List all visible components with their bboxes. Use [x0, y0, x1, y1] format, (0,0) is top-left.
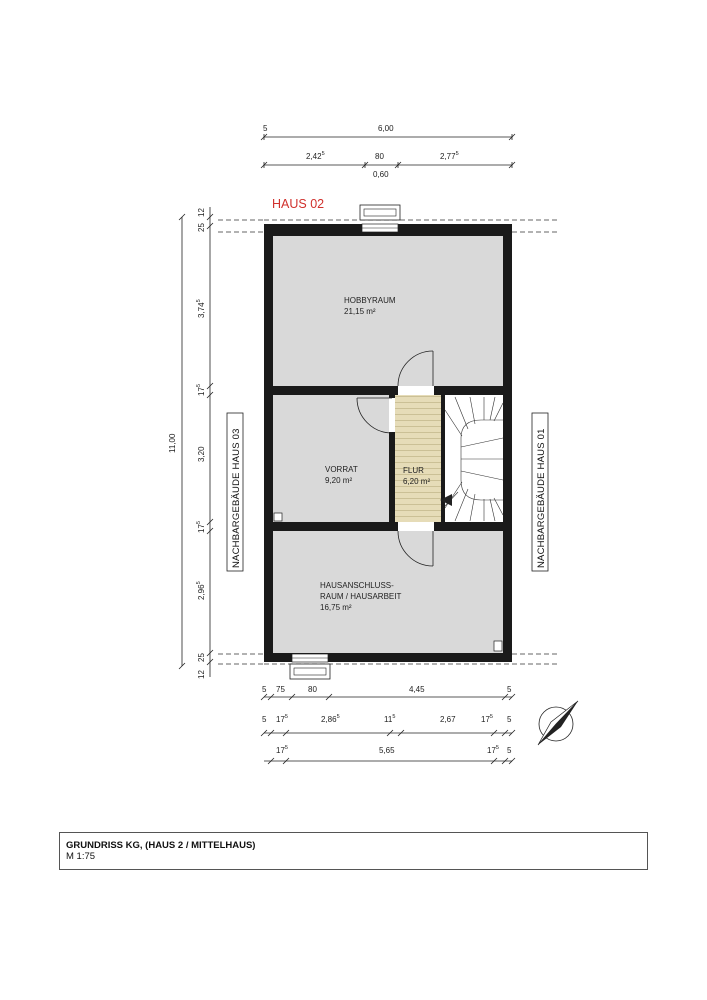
dim-bottom1-a: 5 [262, 685, 267, 694]
room-label-hausanschluss-2: RAUM / HAUSARBEIT [320, 592, 402, 601]
plan-title: GRUNDRISS KG, (HAUS 2 / MITTELHAUS) [66, 840, 256, 851]
dim-left-d6: $17^5$ [196, 521, 206, 533]
window-bottom [290, 654, 330, 679]
dim-bottom3-c: $17^5$ [487, 745, 499, 755]
dim-bottom1-b: 75 [276, 685, 285, 694]
dim-bottom2-a: 5 [262, 715, 267, 724]
dim-top-left-5: 5 [263, 124, 268, 133]
dim-left-overall: 11,00 [168, 433, 177, 453]
neighbor-right-label-box [532, 413, 548, 571]
dim-bottom3-d: 5 [507, 746, 512, 755]
neighbor-left-label: NACHBARGEBÄUDE HAUS 03 [231, 428, 242, 568]
dim-top-overall: 6,00 [378, 124, 394, 133]
dim-bottom3-a: $17^5$ [276, 745, 288, 755]
room-label-hausanschluss-1: HAUSANSCHLUSS- [320, 581, 394, 590]
dim-bottom2-e: 2,67 [440, 715, 456, 724]
neighbor-right-label: NACHBARGEBÄUDE HAUS 01 [536, 428, 547, 568]
dim-bottom1-c: 80 [308, 685, 317, 694]
dim-left-d7: 2,96$^5$ [196, 581, 206, 600]
north-arrow-icon [538, 701, 578, 745]
dim-left-d5: 3,20 [197, 446, 206, 462]
room-vorrat [273, 395, 389, 522]
room-flur [395, 395, 441, 522]
left-dimensions [179, 207, 213, 677]
dim-bottom1-e: 5 [507, 685, 512, 694]
dim-bottom2-d: $11^5$ [384, 714, 396, 724]
dim-top-seg2: 80 [375, 152, 384, 161]
room-area-flur: 6,20 m² [403, 477, 431, 486]
room-area-hausanschluss: 16,75 m² [320, 603, 352, 612]
dim-left-d9: 12 [197, 670, 206, 679]
room-label-vorrat: VORRAT [325, 465, 358, 474]
dim-top-seg3: 2,77$^5$ [440, 151, 459, 161]
dim-bottom3-b: 5,65 [379, 746, 395, 755]
dim-top-below: 0,60 [373, 170, 389, 179]
house-label: HAUS 02 [272, 197, 325, 211]
dim-left-d1: 12 [197, 208, 206, 217]
dim-bottom2-b: $17^5$ [276, 714, 288, 724]
room-label-hobbyraum: HOBBYRAUM [344, 296, 396, 305]
room-stair [445, 395, 503, 522]
dim-left-d2: 25 [197, 223, 206, 232]
room-hobbyraum [273, 236, 503, 386]
title-block [59, 832, 648, 870]
dim-bottom1-d: 4,45 [409, 685, 425, 694]
dim-left-d3: 3,74$^5$ [196, 299, 206, 318]
dim-bottom2-f: $17^5$ [481, 714, 493, 724]
dim-bottom2-g: 5 [507, 715, 512, 724]
top-dimensions [261, 134, 515, 168]
window-top [360, 205, 400, 232]
room-label-flur: FLUR [403, 466, 424, 475]
dim-top-seg1: 2,42$^5$ [306, 151, 325, 161]
plan-scale: M 1:75 [66, 851, 96, 862]
dim-left-d8: 25 [197, 653, 206, 662]
neighbor-left-label-box [227, 413, 243, 571]
dim-bottom2-c: 2,86$^5$ [321, 714, 340, 724]
room-area-vorrat: 9,20 m² [325, 476, 353, 485]
dim-left-d4: $17^5$ [196, 384, 206, 396]
room-area-hobbyraum: 21,15 m² [344, 307, 376, 316]
